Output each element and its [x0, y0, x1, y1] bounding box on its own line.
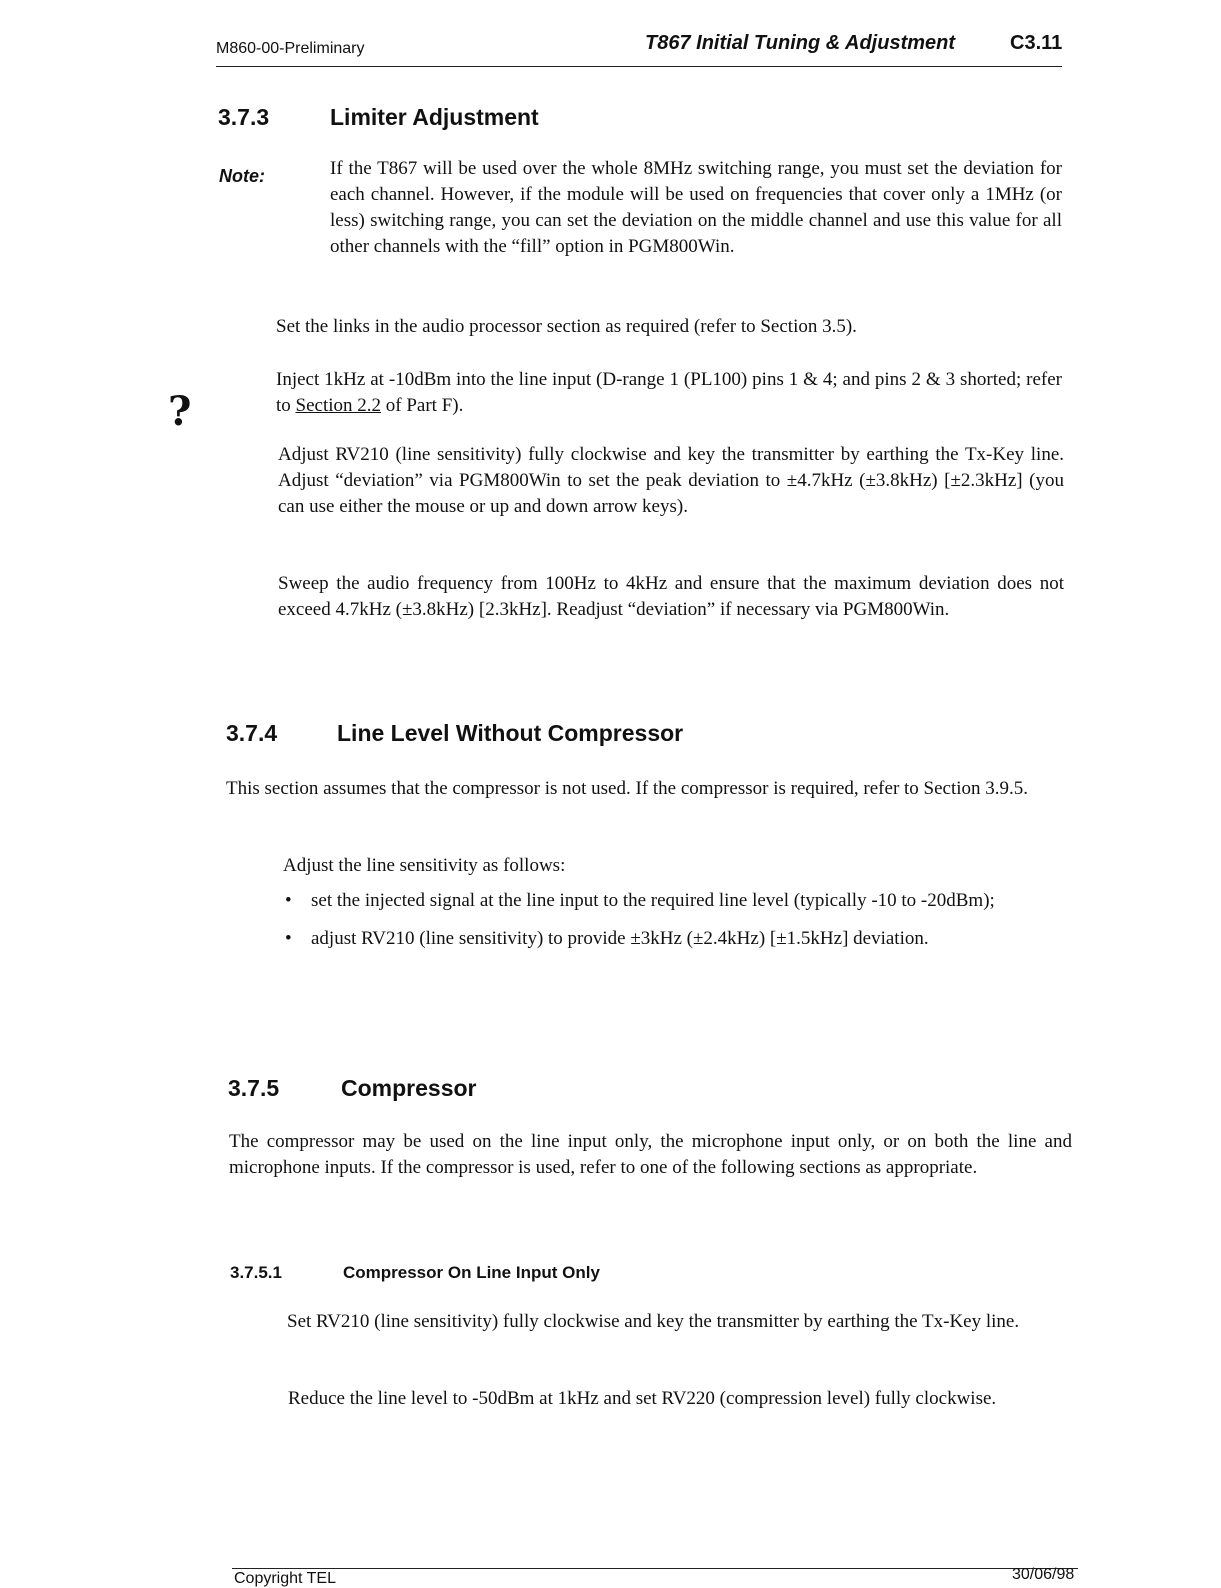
running-title: T867 Initial Tuning & Adjustment: [645, 32, 956, 54]
section-heading-3-7-4: [226, 720, 926, 750]
list-item-text: set the injected signal at the line input to the required line level (typically -10 to -20dBm);: [311, 890, 995, 911]
inject-text-end: of Part F).: [381, 395, 464, 416]
note-text: If the T867 will be used over the whole 8MHz switching range, you must set the deviation for each channel. However, if the module will be used on frequencies that cover only a 1MHz (or less) switching range, you can set the deviation on the middle channel and use this value for all other channels with the “fill” option in PGM800Win.: [330, 158, 1062, 257]
list-item-text: adjust RV210 (line sensitivity) to provide ±3kHz (±2.4kHz) [±1.5kHz] deviation.: [311, 928, 929, 949]
paragraph-set-links: Set the links in the audio processor section as required (refer to Section 3.5).: [276, 316, 857, 337]
section-title: Line Level Without Compressor: [337, 720, 684, 746]
adjustment-list: [283, 888, 1069, 964]
paragraph-adjust-line: Adjust the line sensitivity as follows:: [283, 855, 566, 876]
list-item: [283, 888, 1069, 914]
header-rule: [216, 66, 1062, 67]
page-number: C3.11: [1010, 32, 1063, 54]
paragraph-assumes: This section assumes that the compressor is not used. If the compressor is required, refer to Section 3.9.5.: [226, 778, 1029, 799]
paragraph-set-rv210: Set RV210 (line sensitivity) fully clockwise and key the transmitter by earthing the Tx-Key line.: [287, 1311, 1020, 1332]
margin-query-mark: ?: [168, 388, 192, 435]
paragraph-sweep: Sweep the audio frequency from 100Hz to 4kHz and ensure that the maximum deviation does not exceed 4.7kHz (±3.8kHz) [2.3kHz]. Readjust “deviation” if necessary via PGM800Win.: [278, 573, 1064, 620]
footer-date: 30/06/98: [1012, 1566, 1075, 1583]
section-number: 3.7.3: [218, 104, 270, 130]
footer-rule: [232, 1568, 1078, 1569]
section-2-2-link[interactable]: Section 2.2: [295, 395, 382, 416]
section-title: Limiter Adjustment: [330, 104, 539, 130]
section-heading-3-7-3: [218, 104, 918, 134]
section-heading-3-7-5: [228, 1075, 928, 1105]
bullet-icon: •: [285, 928, 292, 949]
document-id: M860-00-Preliminary: [216, 40, 365, 57]
subsection-heading-3-7-5-1: [230, 1263, 930, 1287]
section-number: 3.7.5: [228, 1075, 280, 1101]
section-number: 3.7.4: [226, 720, 278, 746]
paragraph-compressor: The compressor may be used on the line input only, the microphone input only, or on both the line and microphone inputs. If the compressor is used, refer to one of the following sections as appropriate.: [229, 1131, 1072, 1178]
inject-text-start: Inject 1kHz at -10dBm into the line input (D-range 1 (PL100) pins 1 & 4; and pins 2 & 3 shorted; refer to: [276, 369, 1062, 416]
paragraph-inject: [276, 367, 1062, 419]
subsection-number: 3.7.5.1: [230, 1263, 282, 1282]
section-title: Compressor: [341, 1075, 477, 1101]
footer-copyright: Copyright TEL: [234, 1570, 336, 1587]
list-item: [283, 926, 1069, 952]
paragraph-reduce-line-level: Reduce the line level to -50dBm at 1kHz and set RV220 (compression level) fully clockwise.: [288, 1388, 997, 1409]
subsection-title: Compressor On Line Input Only: [343, 1263, 600, 1282]
note-label: Note:: [219, 166, 265, 186]
bullet-icon: •: [285, 890, 292, 911]
paragraph-adjust-rv210: Adjust RV210 (line sensitivity) fully clockwise and key the transmitter by earthing the Tx-Key line. Adjust “deviation” via PGM800Win to set the peak deviation to ±4.7kHz (±3.8kHz) [±2.3kHz] (you can use either the mouse or up and down arrow keys).: [278, 444, 1064, 517]
